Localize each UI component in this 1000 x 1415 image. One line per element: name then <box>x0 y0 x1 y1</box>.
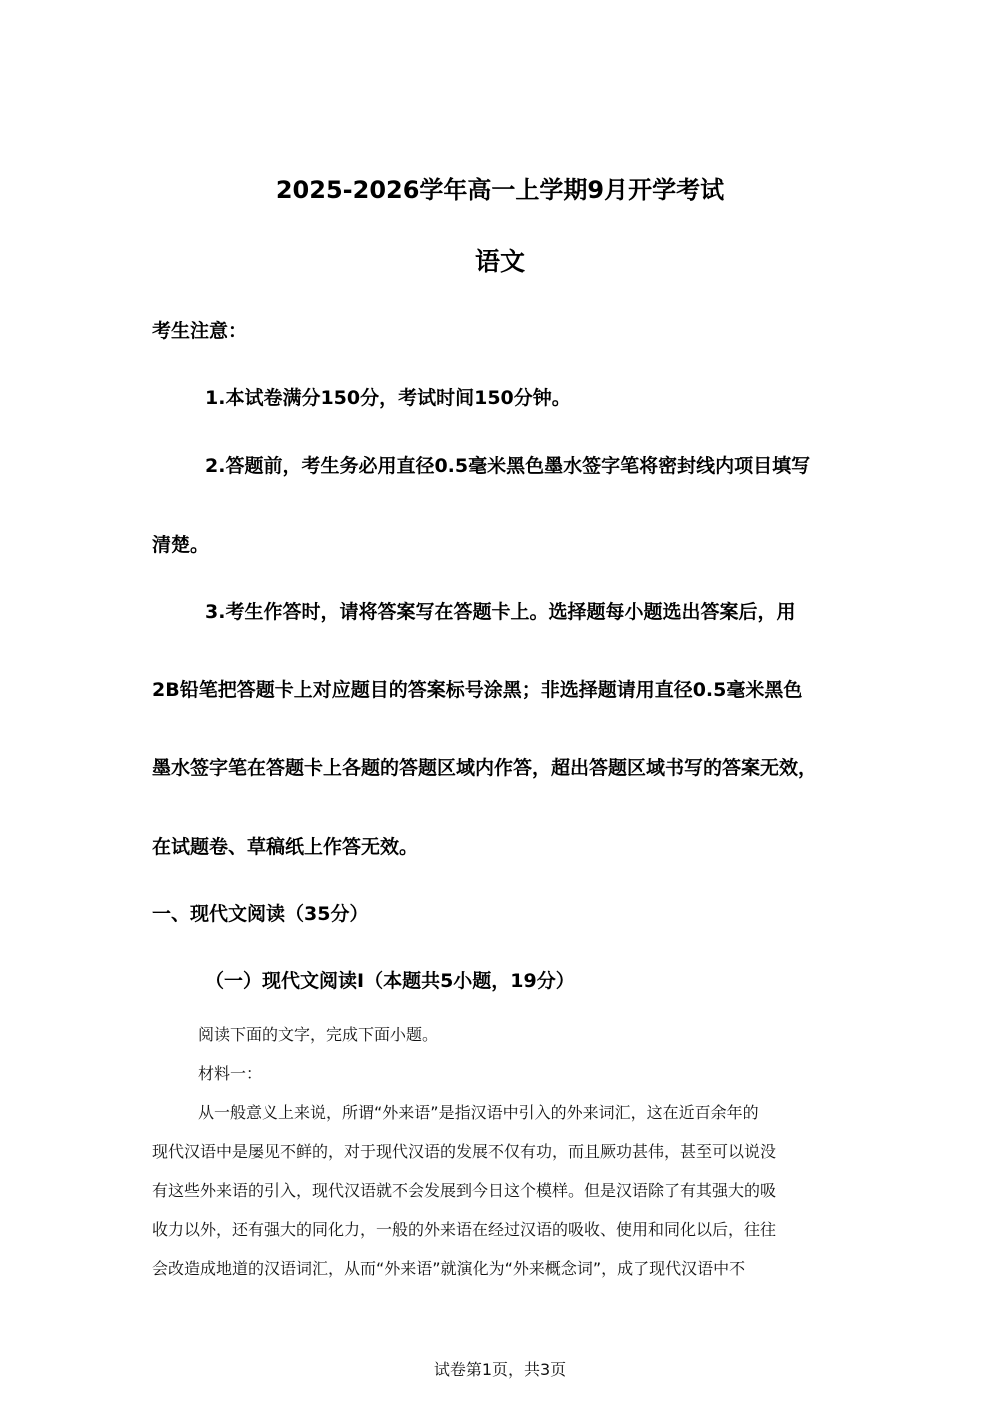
notice-item-2-line-2: 清楚。 <box>152 534 210 556</box>
notice-item-2-line-1: 2.答题前，考生务必用直径0.5毫米黑色墨水签字笔将密封线内项目填写 <box>205 455 811 477</box>
notice-item-3-line-3: 墨水签字笔在答题卡上各题的答题区域内作答，超出答题区域书写的答案无效， <box>152 757 818 779</box>
exam-subject: 语文 <box>474 247 525 276</box>
notice-heading: 考生注意： <box>152 320 248 342</box>
material-label: 材料一： <box>198 1064 263 1083</box>
exam-title: 2025-2026学年高一上学期9月开学考试 <box>275 176 725 204</box>
passage-line: 现代汉语中是屡见不鲜的，对于现代汉语的发展不仅有功，而且厥功甚伟，甚至可以说没 <box>152 1142 777 1161</box>
passage-line: 会改造成地道的汉语词汇，从而“外来语”就演化为“外来概念词”，成了现代汉语中不 <box>152 1259 746 1278</box>
subsection-heading: （一）现代文阅读Ⅰ（本题共5小题，19分） <box>205 970 575 992</box>
section-heading: 一、现代文阅读（35分） <box>152 903 369 925</box>
notice-item-3-line-2: 2B铅笔把答题卡上对应题目的答案标号涂黑；非选择题请用直径0.5毫米黑色 <box>152 679 803 701</box>
notice-item-3-line-1: 3.考生作答时，请将答案写在答题卡上。选择题每小题选出答案后，用 <box>205 601 796 623</box>
page-footer: 试卷第1页，共3页 <box>433 1360 567 1379</box>
passage-line: 从一般意义上来说，所谓“外来语”是指汉语中引入的外来词汇，这在近百余年的 <box>198 1103 759 1122</box>
notice-item-1: 1.本试卷满分150分，考试时间150分钟。 <box>205 387 571 409</box>
notice-item-3-line-4: 在试题卷、草稿纸上作答无效。 <box>152 836 419 858</box>
passage-line: 有这些外来语的引入，现代汉语就不会发展到今日这个模样。但是汉语除了有其强大的吸 <box>152 1181 777 1200</box>
passage-line: 收力以外，还有强大的同化力，一般的外来语在经过汉语的吸收、使用和同化以后，往往 <box>152 1220 777 1239</box>
reading-instruction: 阅读下面的文字，完成下面小题。 <box>198 1025 439 1044</box>
